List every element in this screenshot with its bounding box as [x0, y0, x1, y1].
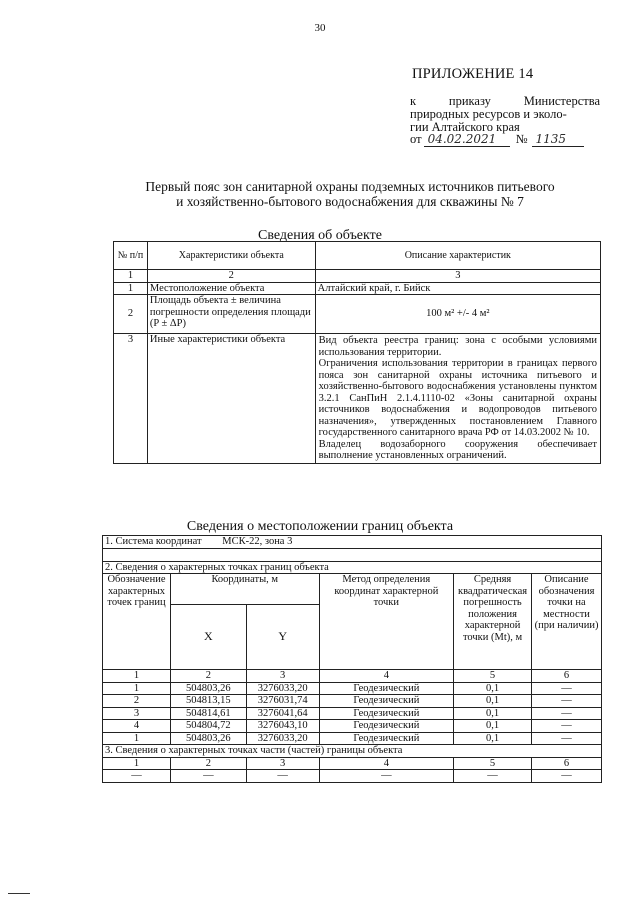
header-y: Y	[246, 605, 319, 670]
col-num-cell: 2	[170, 757, 246, 770]
col-num-cell: 6	[532, 670, 602, 683]
document-title	[100, 179, 600, 209]
point-x: 504814,61	[170, 707, 246, 720]
point-x: 504803,26	[170, 682, 246, 695]
header-point-designation: Обозначение характерных точек границ	[103, 574, 171, 670]
number-label: №	[515, 132, 528, 146]
order-word-2: приказу	[448, 94, 491, 108]
point-x: 504803,26	[170, 732, 246, 745]
handwritten-number: 1135	[532, 132, 584, 147]
point-id: 3	[103, 707, 171, 720]
point-method: Геодезический	[319, 707, 453, 720]
col-num-cell: 5	[454, 670, 532, 683]
title-line-2: и хозяйственно-бытового водоснабжения для скважины № 7	[176, 194, 524, 209]
point-description: —	[532, 695, 602, 708]
header-method: Метод определения координат характерной точки	[319, 574, 453, 670]
coord-system-row	[103, 536, 602, 549]
table-row	[103, 732, 602, 745]
title-line-1: Первый пояс зон санитарной охраны подземных источников питьевого	[145, 179, 555, 194]
object-info-table	[113, 241, 601, 464]
row-description: 100 м² +/- 4 м²	[315, 295, 600, 334]
section-object-heading: Сведения об объекте	[258, 228, 382, 243]
point-description: —	[532, 732, 602, 745]
blank-row	[103, 548, 602, 561]
description-paragraph: Владелец водозаборного сооружения обеспечивает выполнение установленных ограничений.	[318, 438, 597, 461]
col-num-cell: 3	[315, 270, 600, 283]
description-paragraph: Вид объекта реестра границ: зона с особыми условиями использования территории.	[318, 335, 597, 358]
header-point-description: Описание обозначения точки на местности (при наличии)	[532, 574, 602, 670]
corner-mark	[8, 893, 30, 894]
header-error: Средняя квадратическая погрешность положения характерной точки (Mt), м	[454, 574, 532, 670]
point-x: 504813,15	[170, 695, 246, 708]
col-num-cell: 1	[103, 670, 171, 683]
table-row	[103, 770, 602, 783]
order-line-2: природных ресурсов и эколо-	[410, 107, 567, 121]
point-y: 3276041,64	[246, 707, 319, 720]
col-num-cell: 1	[103, 757, 171, 770]
row-description: Алтайский край, г. Бийск	[315, 282, 600, 295]
point-error: 0,1	[454, 720, 532, 733]
col-num-cell: 5	[454, 757, 532, 770]
table-row	[103, 707, 602, 720]
col-num-cell: 4	[319, 670, 453, 683]
dash-cell: —	[532, 770, 602, 783]
table-row	[103, 720, 602, 733]
order-word-1: к	[410, 94, 417, 108]
point-method: Геодезический	[319, 720, 453, 733]
row-description	[315, 334, 600, 464]
points-section-label: 2. Сведения о характерных точках границ объекта	[103, 561, 602, 574]
dash-cell: —	[103, 770, 171, 783]
row-characteristic: Площадь объекта ± величина погрешности определения площади (P ± ΔP)	[147, 295, 315, 334]
col-num-cell: 2	[170, 670, 246, 683]
point-id: 1	[103, 732, 171, 745]
parts-section-label: 3. Сведения о характерных точках части (частей) границы объекта	[103, 745, 602, 758]
point-id: 1	[103, 682, 171, 695]
col-num-cell: 3	[246, 670, 319, 683]
point-description: —	[532, 720, 602, 733]
header-description: Описание характеристик	[315, 242, 600, 270]
row-number: 3	[114, 334, 148, 464]
point-method: Геодезический	[319, 695, 453, 708]
col-num-cell: 2	[147, 270, 315, 283]
point-error: 0,1	[454, 682, 532, 695]
point-y: 3276033,20	[246, 682, 319, 695]
description-paragraph: Ограничения использования территории в границах первого пояса зон санитарной охраны источника питьевого и хозяйственно-бытового водоснабжения установлены пунктом 3.2.1 СанПиН 2.1.4.1110-02 «Зоны санитарной охраны источников водоснабжения и водопроводов питьевого назначения», утвержденных постановлением Главного государственного санитарного врача РФ от 14.03.2002 № 10.	[318, 358, 597, 438]
appendix-title: ПРИЛОЖЕНИЕ 14	[412, 66, 534, 82]
handwritten-date: 04.02.2021	[424, 132, 510, 147]
col-num-cell: 6	[532, 757, 602, 770]
header-coordinates: Координаты, м	[170, 574, 319, 605]
coord-system-label: 1. Система координат	[105, 536, 202, 547]
point-y: 3276043,10	[246, 720, 319, 733]
row-number: 1	[114, 282, 148, 295]
point-error: 0,1	[454, 732, 532, 745]
header-num: № п/п	[114, 242, 148, 270]
table-row	[103, 695, 602, 708]
point-description: —	[532, 707, 602, 720]
col-num-cell: 1	[114, 270, 148, 283]
point-error: 0,1	[454, 707, 532, 720]
order-date-number	[410, 132, 610, 147]
header-x: X	[170, 605, 246, 670]
section-boundaries-heading: Сведения о местоположении границ объекта	[186, 519, 454, 534]
row-characteristic: Иные характеристики объекта	[147, 334, 315, 464]
row-characteristic: Местоположение объекта	[147, 282, 315, 295]
dash-cell: —	[319, 770, 453, 783]
row-number: 2	[114, 295, 148, 334]
col-num-cell: 3	[246, 757, 319, 770]
dash-cell: —	[246, 770, 319, 783]
coord-system-value: МСК-22, зона 3	[222, 536, 293, 547]
point-y: 3276033,20	[246, 732, 319, 745]
order-word-3: Министерства	[523, 94, 600, 108]
point-method: Геодезический	[319, 682, 453, 695]
point-id: 4	[103, 720, 171, 733]
dash-cell: —	[454, 770, 532, 783]
point-method: Геодезический	[319, 732, 453, 745]
header-characteristics: Характеристики объекта	[147, 242, 315, 270]
order-reference	[410, 95, 600, 134]
order-line-3: гии Алтайского края	[410, 120, 520, 134]
col-num-cell: 4	[319, 757, 453, 770]
point-description: —	[532, 682, 602, 695]
point-error: 0,1	[454, 695, 532, 708]
dash-cell: —	[170, 770, 246, 783]
point-y: 3276031,74	[246, 695, 319, 708]
table-row	[103, 682, 602, 695]
point-x: 504804,72	[170, 720, 246, 733]
from-label: от	[410, 132, 422, 146]
point-id: 2	[103, 695, 171, 708]
page-number: 30	[314, 22, 326, 34]
boundaries-table	[102, 535, 602, 783]
